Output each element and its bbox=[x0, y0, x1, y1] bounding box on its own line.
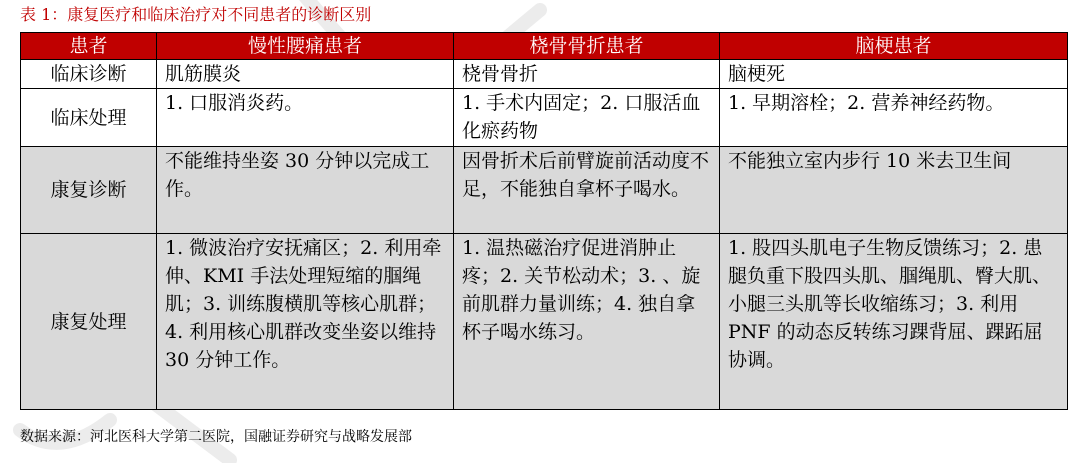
table-header-row bbox=[21, 33, 1068, 60]
table-row-rehab-diagnosis bbox=[21, 147, 1068, 234]
data-source-note: 数据来源：河北医科大学第二医院，国融证券研究与战略发展部 bbox=[20, 429, 412, 445]
table-cell: 1. 手术内固定；2. 口服活血化瘀药物 bbox=[454, 89, 720, 147]
table-row-clinical-diagnosis bbox=[21, 60, 1068, 89]
header-chronic-low-back-pain: 慢性腰痛患者 bbox=[157, 33, 454, 60]
table-cell: 1. 温热磁治疗促进消肿止疼；2. 关节松动术；3. 、旋前肌群力量训练；4. 独自拿杯子喝水练习。 bbox=[454, 234, 720, 410]
row-label: 康复诊断 bbox=[21, 147, 157, 234]
row-label: 临床处理 bbox=[21, 89, 157, 147]
table-cell: 不能独立室内步行 10 米去卫生间 bbox=[720, 147, 1068, 234]
table-cell: 因骨折术后前臂旋前活动度不足，不能独自拿杯子喝水。 bbox=[454, 147, 720, 234]
header-cerebral-infarction: 脑梗患者 bbox=[720, 33, 1068, 60]
row-label: 临床诊断 bbox=[21, 60, 157, 89]
table-cell: 1. 早期溶栓；2. 营养神经药物。 bbox=[720, 89, 1068, 147]
header-patient: 患者 bbox=[21, 33, 157, 60]
table-cell: 1. 口服消炎药。 bbox=[157, 89, 454, 147]
diagnosis-comparison-table bbox=[20, 32, 1068, 410]
header-radius-fracture: 桡骨骨折患者 bbox=[454, 33, 720, 60]
table-cell: 肌筋膜炎 bbox=[157, 60, 454, 89]
table-cell: 不能维持坐姿 30 分钟以完成工作。 bbox=[157, 147, 454, 234]
row-label: 康复处理 bbox=[21, 234, 157, 410]
table-cell: 1. 股四头肌电子生物反馈练习；2. 患腿负重下股四头肌、腘绳肌、臀大肌、小腿三头肌等长收缩练习；3. 利用 PNF 的动态反转练习踝背屈、踝跖屈协调。 bbox=[720, 234, 1068, 410]
table-cell: 脑梗死 bbox=[720, 60, 1068, 89]
table-cell: 1. 微波治疗安抚痛区；2. 利用牵伸、KMI 手法处理短缩的腘绳肌；3. 训练腹横肌等核心肌群；4. 利用核心肌群改变坐姿以维持 30 分钟工作。 bbox=[157, 234, 454, 410]
table-row-rehab-treatment bbox=[21, 234, 1068, 410]
table-caption: 表 1：康复医疗和临床治疗对不同患者的诊断区别 bbox=[20, 5, 372, 24]
table-row-clinical-treatment bbox=[21, 89, 1068, 147]
table-cell: 桡骨骨折 bbox=[454, 60, 720, 89]
